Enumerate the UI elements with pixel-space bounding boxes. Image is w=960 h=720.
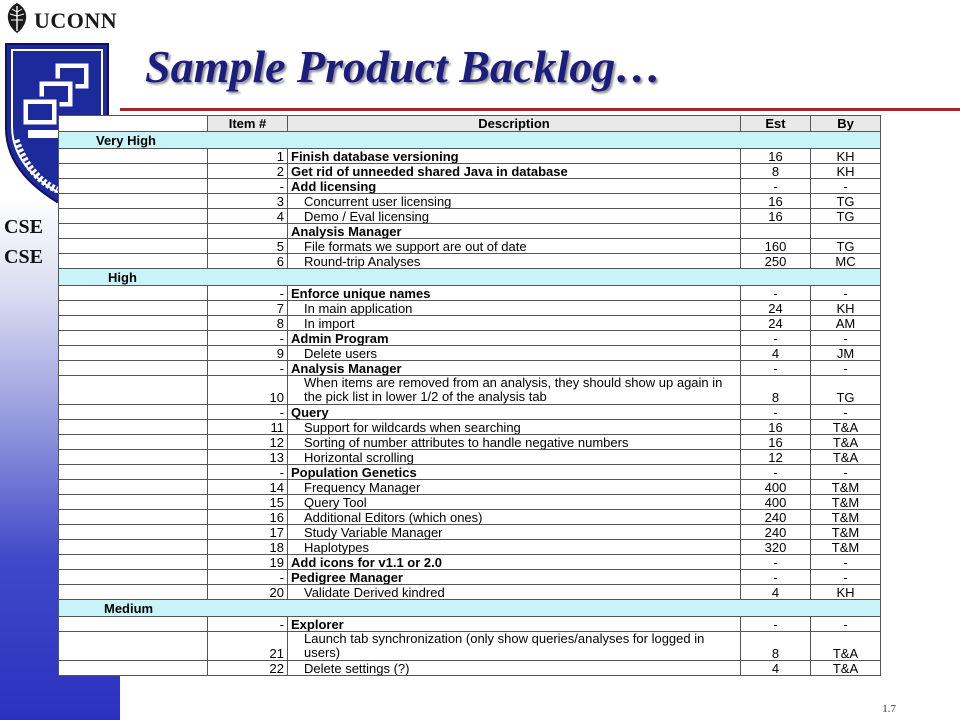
item-owner: T&A	[811, 632, 881, 661]
blank-cell	[59, 405, 208, 420]
blank-cell	[59, 209, 208, 224]
item-owner: KH	[811, 301, 881, 316]
table-row	[59, 525, 881, 540]
table-row	[59, 420, 881, 435]
table-row	[59, 376, 881, 405]
blank-cell	[59, 540, 208, 555]
item-description: Add licensing	[288, 179, 741, 194]
item-description: When items are removed from an analysis, they should show up again in the pick list in lower 1/2 of the analysis tab	[288, 376, 741, 405]
item-owner: -	[811, 405, 881, 420]
course-code-label: CSE	[4, 246, 43, 268]
blank-cell	[59, 661, 208, 676]
item-estimate: 8	[741, 632, 811, 661]
table-row	[59, 555, 881, 570]
item-number: 15	[208, 495, 288, 510]
item-description: Study Variable Manager	[288, 525, 741, 540]
item-estimate: 4	[741, 661, 811, 676]
table-row	[59, 510, 881, 525]
product-backlog-table	[58, 115, 881, 676]
section-label-very-high: Very High	[96, 132, 156, 148]
table-row	[59, 450, 881, 465]
item-number: 20	[208, 585, 288, 600]
blank-cell	[59, 286, 208, 301]
blank-cell	[59, 617, 208, 632]
uconn-oak-leaf-icon	[4, 2, 30, 34]
item-description: Finish database versioning	[288, 149, 741, 164]
item-owner: -	[811, 331, 881, 346]
slide-title: Sample Product Backlog…	[145, 41, 662, 92]
item-number: 16	[208, 510, 288, 525]
item-number	[208, 224, 288, 239]
blank-cell	[59, 420, 208, 435]
description-header: Description	[288, 116, 741, 132]
blank-cell	[59, 194, 208, 209]
item-estimate: -	[741, 179, 811, 194]
item-owner: T&M	[811, 525, 881, 540]
uconn-wordmark: UCONN	[34, 8, 118, 33]
blank-cell	[59, 555, 208, 570]
item-owner: TG	[811, 376, 881, 405]
item-description: Admin Program	[288, 331, 741, 346]
blank-cell	[59, 239, 208, 254]
section-row-very-high	[59, 132, 881, 149]
item-owner: -	[811, 179, 881, 194]
item-description: Validate Derived kindred	[288, 585, 741, 600]
item-description: Sorting of number attributes to handle negative numbers	[288, 435, 741, 450]
section-label-cell	[59, 132, 881, 149]
item-number: 8	[208, 316, 288, 331]
item-number: -	[208, 331, 288, 346]
item-owner: TG	[811, 194, 881, 209]
item-estimate: -	[741, 465, 811, 480]
item-owner: KH	[811, 149, 881, 164]
section-row-medium	[59, 600, 881, 617]
section-label-cell	[59, 600, 881, 617]
section-label-cell	[59, 269, 881, 286]
table-row	[59, 617, 881, 632]
item-estimate: 24	[741, 316, 811, 331]
item-description: Pedigree Manager	[288, 570, 741, 585]
item-description: Frequency Manager	[288, 480, 741, 495]
item-description: File formats we support are out of date	[288, 239, 741, 254]
item-description: Get rid of unneeded shared Java in database	[288, 164, 741, 179]
item-owner: TG	[811, 209, 881, 224]
table-row	[59, 164, 881, 179]
item-estimate: 8	[741, 376, 811, 405]
table-row	[59, 465, 881, 480]
blank-cell	[59, 346, 208, 361]
blank-cell	[59, 632, 208, 661]
blank-cell	[59, 495, 208, 510]
blank-cell	[59, 585, 208, 600]
item-owner: T&A	[811, 435, 881, 450]
section-label-medium: Medium	[104, 600, 154, 616]
item-description: Population Genetics	[288, 465, 741, 480]
item-estimate: -	[741, 331, 811, 346]
item-description: Analysis Manager	[288, 361, 741, 376]
item-estimate	[741, 224, 811, 239]
item-owner	[811, 224, 881, 239]
table-row	[59, 405, 881, 420]
item-description: Add icons for v1.1 or 2.0	[288, 555, 741, 570]
item-description: Horizontal scrolling	[288, 450, 741, 465]
table-row	[59, 209, 881, 224]
item-owner: -	[811, 617, 881, 632]
item-number: 5	[208, 239, 288, 254]
table-row	[59, 540, 881, 555]
item-estimate: 16	[741, 194, 811, 209]
item-estimate: 250	[741, 254, 811, 269]
table-row	[59, 570, 881, 585]
item-number: 3	[208, 194, 288, 209]
item-estimate: 160	[741, 239, 811, 254]
table-row	[59, 435, 881, 450]
item-number: -	[208, 570, 288, 585]
item-estimate: 8	[741, 164, 811, 179]
blank-cell	[59, 361, 208, 376]
item-estimate: 16	[741, 149, 811, 164]
item-number: 22	[208, 661, 288, 676]
item-description: Round-trip Analyses	[288, 254, 741, 269]
item-owner: T&A	[811, 420, 881, 435]
item-owner: TG	[811, 239, 881, 254]
item-estimate: -	[741, 570, 811, 585]
uconn-logo	[4, 2, 144, 36]
item-owner: T&M	[811, 510, 881, 525]
item-number: 10	[208, 376, 288, 405]
item-owner: T&M	[811, 495, 881, 510]
item-owner: AM	[811, 316, 881, 331]
item-estimate: -	[741, 405, 811, 420]
item-estimate: -	[741, 286, 811, 301]
blank-cell	[59, 465, 208, 480]
item-description: Demo / Eval licensing	[288, 209, 741, 224]
item-description: Additional Editors (which ones)	[288, 510, 741, 525]
item-owner: T&M	[811, 480, 881, 495]
item-description: Delete users	[288, 346, 741, 361]
item-description: Haplotypes	[288, 540, 741, 555]
item-owner: T&A	[811, 661, 881, 676]
item-number: 6	[208, 254, 288, 269]
blank-cell	[59, 254, 208, 269]
item-number: 19	[208, 555, 288, 570]
item-estimate: 16	[741, 420, 811, 435]
table-row	[59, 361, 881, 376]
table-row	[59, 632, 881, 661]
item-description: Delete settings (?)	[288, 661, 741, 676]
item-description: Query	[288, 405, 741, 420]
item-number: 21	[208, 632, 288, 661]
item-number: 2	[208, 164, 288, 179]
item-owner: T&A	[811, 450, 881, 465]
title-divider	[120, 108, 960, 111]
item-number: -	[208, 617, 288, 632]
table-row	[59, 331, 881, 346]
item-number: 12	[208, 435, 288, 450]
item-number: 14	[208, 480, 288, 495]
item-number-header: Item #	[208, 116, 288, 132]
item-estimate: 400	[741, 480, 811, 495]
item-estimate: -	[741, 361, 811, 376]
item-number: -	[208, 405, 288, 420]
blank-cell	[59, 450, 208, 465]
item-description: Explorer	[288, 617, 741, 632]
blank-cell	[59, 164, 208, 179]
item-owner: -	[811, 286, 881, 301]
item-number: 13	[208, 450, 288, 465]
item-owner: -	[811, 570, 881, 585]
item-number: 4	[208, 209, 288, 224]
table-row	[59, 346, 881, 361]
item-description: Analysis Manager	[288, 224, 741, 239]
item-estimate: 16	[741, 435, 811, 450]
item-owner: KH	[811, 164, 881, 179]
slide-number: 1.7	[882, 703, 896, 715]
blank-header-cell	[59, 116, 208, 132]
item-description: Enforce unique names	[288, 286, 741, 301]
blank-cell	[59, 435, 208, 450]
item-number: 7	[208, 301, 288, 316]
table-row	[59, 495, 881, 510]
item-description: Support for wildcards when searching	[288, 420, 741, 435]
blank-cell	[59, 301, 208, 316]
table-row	[59, 661, 881, 676]
table-row	[59, 149, 881, 164]
table-row	[59, 480, 881, 495]
item-estimate: 4	[741, 346, 811, 361]
item-description: Concurrent user licensing	[288, 194, 741, 209]
item-owner: -	[811, 555, 881, 570]
item-number: 1	[208, 149, 288, 164]
table-row	[59, 301, 881, 316]
blank-cell	[59, 510, 208, 525]
table-row	[59, 194, 881, 209]
item-estimate: 12	[741, 450, 811, 465]
course-code-label: CSE	[4, 216, 43, 238]
table-row	[59, 239, 881, 254]
item-estimate: 400	[741, 495, 811, 510]
item-number: -	[208, 465, 288, 480]
table-row	[59, 254, 881, 269]
section-label-high: High	[108, 269, 137, 285]
item-estimate: 240	[741, 525, 811, 540]
item-owner: KH	[811, 585, 881, 600]
blank-cell	[59, 316, 208, 331]
item-estimate: 16	[741, 209, 811, 224]
item-estimate: -	[741, 617, 811, 632]
blank-cell	[59, 570, 208, 585]
item-estimate: 24	[741, 301, 811, 316]
owner-header: By	[811, 116, 881, 132]
estimate-header: Est	[741, 116, 811, 132]
item-number: -	[208, 179, 288, 194]
item-number: 17	[208, 525, 288, 540]
blank-cell	[59, 149, 208, 164]
section-row-high	[59, 269, 881, 286]
item-description: Launch tab synchronization (only show queries/analyses for logged in users)	[288, 632, 741, 661]
blank-cell	[59, 179, 208, 194]
item-owner: -	[811, 361, 881, 376]
blank-cell	[59, 480, 208, 495]
table-row	[59, 286, 881, 301]
item-estimate: -	[741, 555, 811, 570]
item-description: In main application	[288, 301, 741, 316]
item-owner: T&M	[811, 540, 881, 555]
item-description: In import	[288, 316, 741, 331]
item-estimate: 4	[741, 585, 811, 600]
item-number: 11	[208, 420, 288, 435]
item-number: -	[208, 286, 288, 301]
item-description: Query Tool	[288, 495, 741, 510]
item-number: -	[208, 361, 288, 376]
item-estimate: 320	[741, 540, 811, 555]
blank-cell	[59, 224, 208, 239]
table-row	[59, 179, 881, 194]
item-number: 18	[208, 540, 288, 555]
item-owner: -	[811, 465, 881, 480]
item-owner: MC	[811, 254, 881, 269]
table-row	[59, 224, 881, 239]
table-header-row	[59, 116, 881, 132]
item-number: 9	[208, 346, 288, 361]
blank-cell	[59, 376, 208, 405]
item-estimate: 240	[741, 510, 811, 525]
item-owner: JM	[811, 346, 881, 361]
table-row	[59, 316, 881, 331]
table-row	[59, 585, 881, 600]
blank-cell	[59, 331, 208, 346]
blank-cell	[59, 525, 208, 540]
